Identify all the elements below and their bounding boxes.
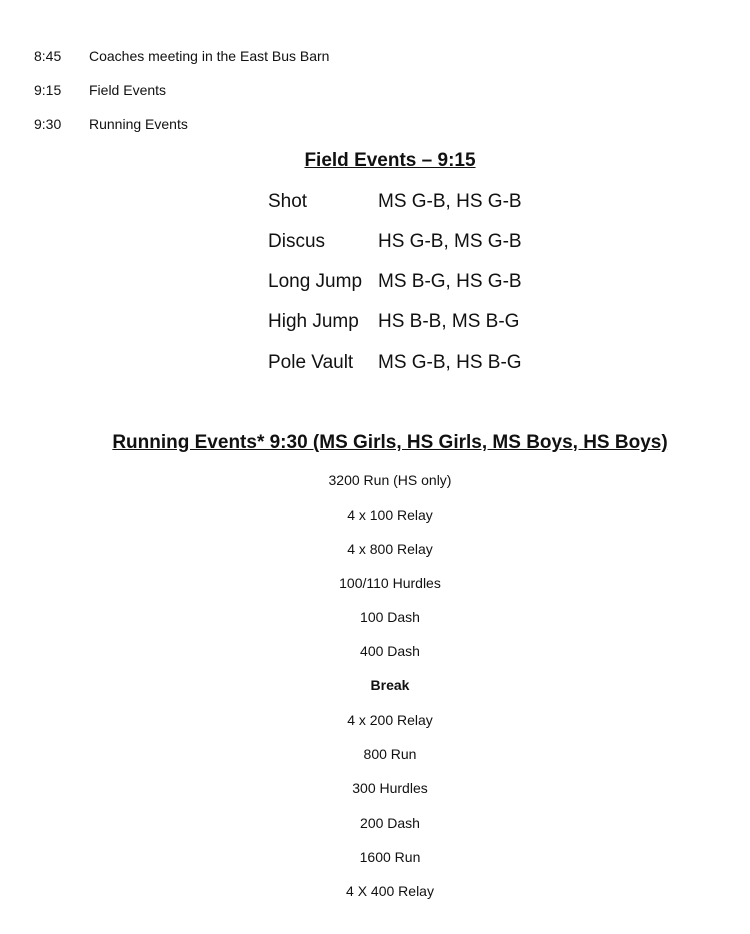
field-event-order: MS B-G, HS G-B bbox=[378, 271, 522, 292]
schedule-time: 8:45 bbox=[34, 48, 62, 64]
schedule-text: Coaches meeting in the East Bus Barn bbox=[89, 48, 330, 64]
field-event-row bbox=[268, 269, 522, 295]
field-event-order: HS G-B, MS G-B bbox=[378, 231, 522, 252]
field-event-name: Shot bbox=[268, 191, 308, 212]
schedule-row-3 bbox=[34, 114, 188, 134]
running-event-item: 4 x 200 Relay bbox=[347, 712, 433, 728]
running-event-item: 400 Dash bbox=[360, 643, 420, 659]
field-event-row bbox=[268, 229, 522, 255]
running-event-item: 100 Dash bbox=[360, 609, 420, 625]
field-event-row bbox=[268, 189, 522, 215]
schedule-time: 9:30 bbox=[34, 116, 62, 132]
running-event-item: 300 Hurdles bbox=[352, 780, 428, 796]
running-event-item: 4 x 800 Relay bbox=[347, 541, 433, 557]
field-event-name: High Jump bbox=[268, 311, 359, 332]
schedule-time: 9:15 bbox=[34, 82, 62, 98]
field-event-name: Long Jump bbox=[268, 271, 363, 292]
running-event-item: 4 x 100 Relay bbox=[347, 507, 433, 523]
field-event-name: Discus bbox=[268, 231, 326, 252]
running-event-item: 1600 Run bbox=[359, 849, 421, 865]
field-event-row bbox=[268, 309, 519, 335]
break-label: Break bbox=[370, 677, 410, 693]
schedule-row-1 bbox=[34, 46, 329, 66]
field-events-title: Field Events – 9:15 bbox=[304, 150, 476, 171]
running-event-item: 4 X 400 Relay bbox=[346, 883, 434, 899]
field-event-order: MS G-B, HS G-B bbox=[378, 191, 522, 212]
running-event-item: 100/110 Hurdles bbox=[339, 575, 441, 591]
running-events-title: Running Events* 9:30 (MS Girls, HS Girls, MS Boys, HS Boys) bbox=[112, 432, 668, 453]
running-event-item: 800 Run bbox=[363, 746, 417, 762]
field-event-name: Pole Vault bbox=[268, 352, 354, 373]
field-event-order: MS G-B, HS B-G bbox=[378, 352, 522, 373]
field-event-row bbox=[268, 350, 522, 376]
field-event-order: HS B-B, MS B-G bbox=[378, 311, 520, 332]
schedule-row-2 bbox=[34, 80, 166, 100]
schedule-text: Field Events bbox=[89, 82, 167, 98]
running-event-item: 200 Dash bbox=[360, 815, 420, 831]
schedule-text: Running Events bbox=[89, 116, 188, 132]
running-event-item: 3200 Run (HS only) bbox=[328, 472, 452, 488]
